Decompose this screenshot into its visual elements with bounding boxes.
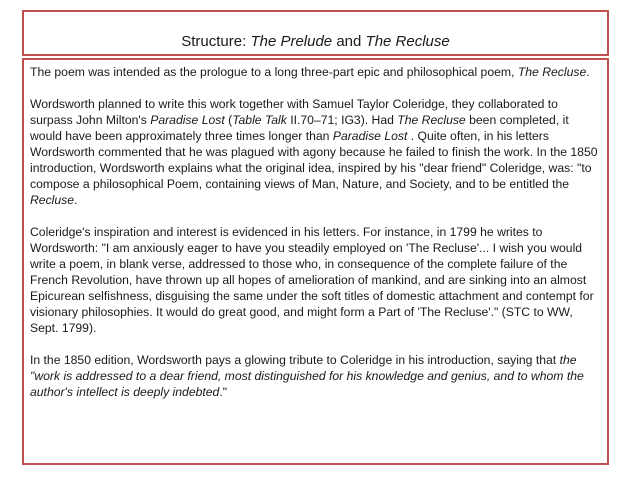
paragraph-tribute-text: In the 1850 edition, Wordsworth pays a glowing tribute to Coleridge in his introduction, saying that — [30, 353, 560, 367]
paragraph-intro — [30, 64, 602, 80]
paragraph-collaboration — [30, 96, 602, 208]
paragraph-tribute — [30, 352, 602, 400]
paragraph-intro-text: The poem was intended as the prologue to a long three-part epic and philosophical poem, — [30, 65, 518, 79]
paragraph-collaboration-italic-5: Recluse — [30, 193, 75, 207]
paragraph-collaboration-text-c: II.70–71; IG3). Had — [286, 113, 398, 127]
paragraph-collaboration-text-b: ( — [224, 113, 233, 127]
paragraph-collaboration-italic-1: Paradise Lost — [150, 113, 225, 127]
title-box — [22, 10, 609, 56]
paragraph-collaboration-text-f: . — [74, 193, 78, 207]
content-box — [22, 58, 609, 465]
title-prefix: Structure: — [181, 33, 251, 50]
paragraph-intro-end: . — [586, 65, 590, 79]
paragraph-collaboration-italic-4: Paradise Lost — [332, 129, 408, 143]
paragraph-intro-italic: The Recluse — [517, 65, 587, 79]
paragraph-tribute-end: ." — [219, 385, 228, 399]
paragraph-letters-text: Coleridge's inspiration and interest is evidenced in his letters. For instance, in 1799 he writes to Wordsworth: "I am anxiously eager to have you steadily employed on 'The Recluse'... I wish you would write a poem, in blank verse, addressed to those who, in consequence of the complete failure of the French Revolution, have thrown up all hopes of amelioration of mankind, and are sinking into an almost Epicurean selfishness, disguising the same under the soft titles of domestic attachment and contempt for visionary philosophies. It would do great good, and might form a Part of 'The Recluse'." (STC to WW, Sept. 1799). — [30, 225, 594, 335]
slide-title — [181, 33, 450, 51]
paragraph-collaboration-italic-3: The Recluse — [397, 113, 466, 127]
paragraph-tribute-italic-quote: the "work is addressed to a dear friend, most distinguished for his knowledge and genius, and to whom the author's intellect is deeply indebted — [30, 353, 584, 399]
title-work-recluse: The Recluse — [365, 33, 450, 50]
paragraph-collaboration-text-e: . Quite often, in his letters Wordsworth commented that he was plagued with agony because he failed to finish the work. In the 1850 introduction, Wordsworth explains what the original idea, inspired by his "dear friend" Coleridge, was: "to compose a philosophical Poem, containing views of Man, Nature, and Society, and to be entitled the — [30, 129, 598, 191]
paragraph-letters — [30, 224, 602, 336]
paragraph-collaboration-text-a: Wordsworth planned to write this work together with Samuel Taylor Coleridge, they collaborated to surpass John Milton's — [30, 97, 558, 127]
title-work-prelude: The Prelude — [250, 33, 333, 50]
title-conjunction: and — [332, 33, 366, 50]
paragraph-collaboration-text-d: been completed, it would have been approximately three times longer than — [30, 113, 569, 143]
paragraph-collaboration-italic-2: Table Talk — [232, 113, 287, 127]
